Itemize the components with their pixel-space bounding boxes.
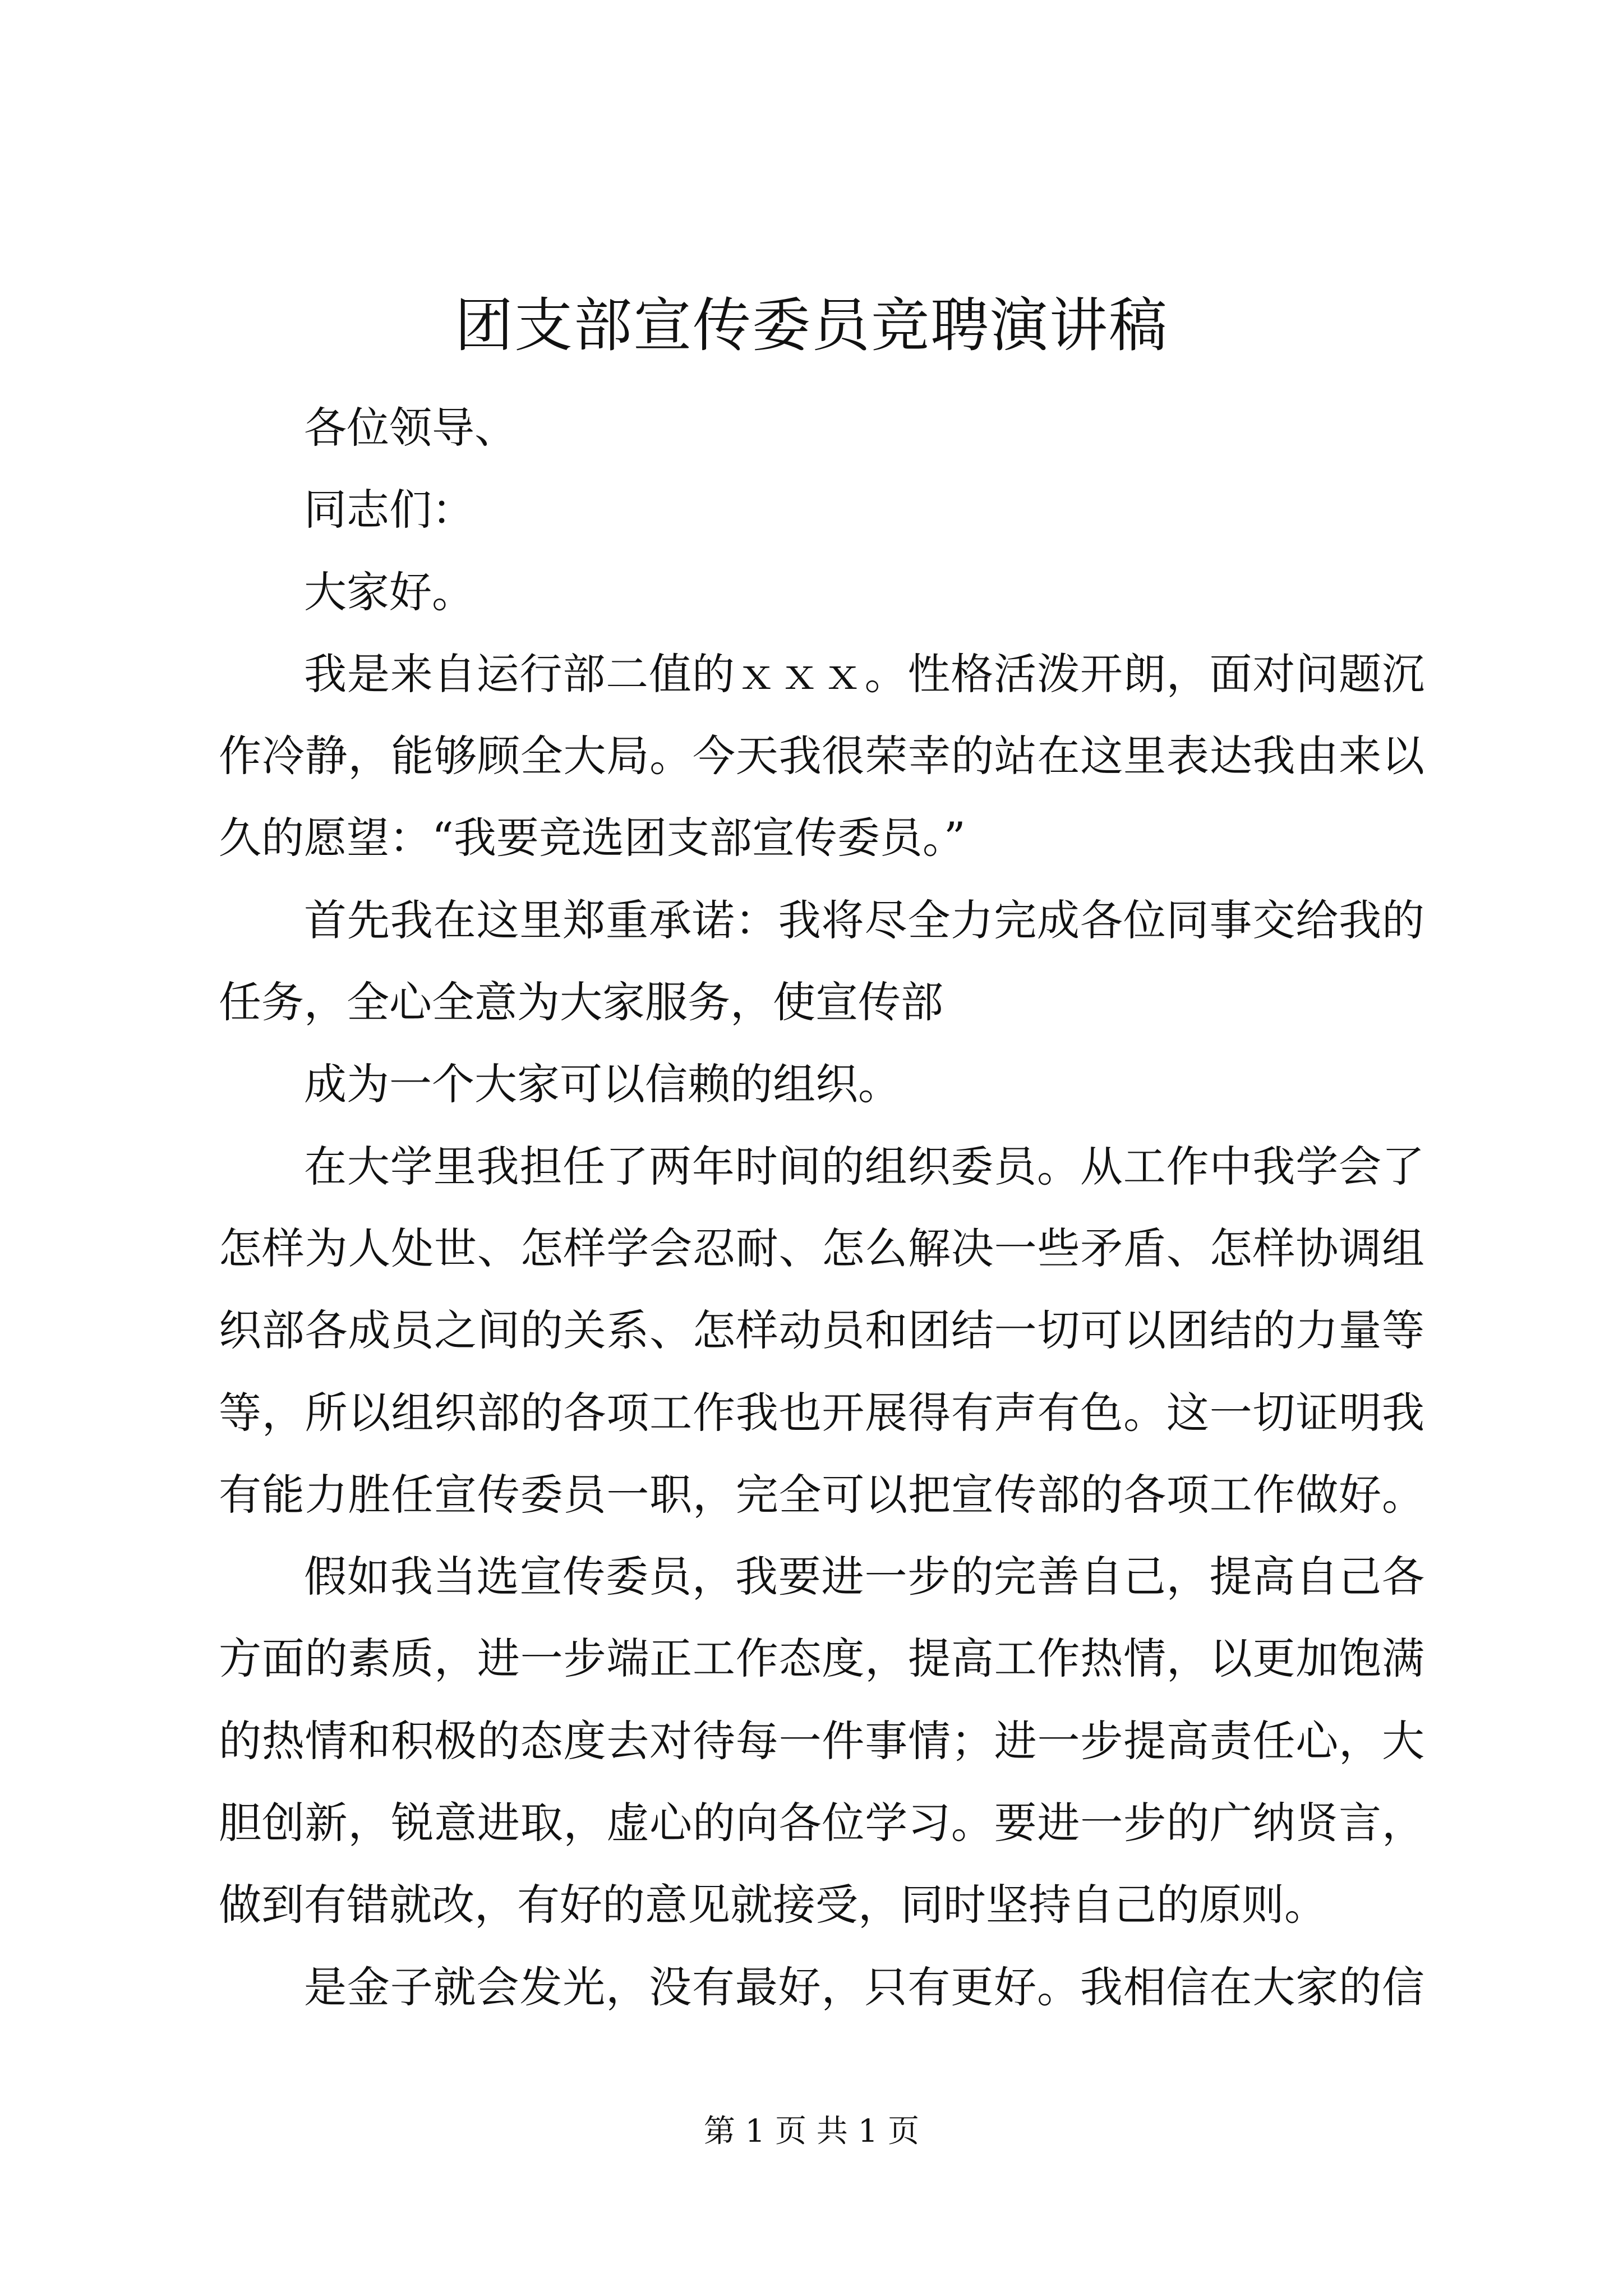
text-line-16: 方面的素质，进一步端正工作态度，提高工作热情，以更加饱满 [219, 1634, 1424, 1684]
text-line-6: 久的愿望：“我要竞选团支部宣传委员。” [219, 813, 966, 863]
text-line-7: 首先我在这里郑重承诺：我将尽全力完成各位同事交给我的 [304, 895, 1424, 945]
text-line-14: 有能力胜任宣传委员一职，完全可以把宣传部的各项工作做好。 [219, 1469, 1424, 1520]
text-line-1: 各位领导、 [304, 403, 517, 453]
document-title: 团支部宣传委员竞聘演讲稿 [454, 291, 1168, 360]
text-line-8: 任务，全心全意为大家服务，使宣传部 [219, 977, 943, 1028]
text-line-20: 是金子就会发光，没有最好，只有更好。我相信在大家的信 [304, 1962, 1424, 2012]
text-line-10: 在大学里我担任了两年时间的组织委员。从工作中我学会了 [304, 1141, 1424, 1191]
text-line-11: 怎样为人处世、怎样学会忍耐、怎么解决一些矛盾、怎样协调组 [219, 1223, 1424, 1273]
text-line-9: 成为一个大家可以信赖的组织。 [304, 1059, 901, 1110]
text-line-13: 等，所以组织部的各项工作我也开展得有声有色。这一切证明我 [219, 1387, 1424, 1438]
text-line-17: 的热情和积极的态度去对待每一件事情；进一步提高责任心，大 [219, 1715, 1424, 1766]
text-line-19: 做到有错就改，有好的意见就接受，同时坚持自己的原则。 [219, 1880, 1327, 1930]
document-body [219, 387, 1424, 2028]
text-line-18: 胆创新，锐意进取，虚心的向各位学习。要进一步的广纳贤言， [219, 1798, 1424, 1848]
text-line-2: 同志们： [304, 485, 474, 535]
text-line-3: 大家好。 [304, 567, 474, 617]
text-line-5: 作冷静，能够顾全大局。今天我很荣幸的站在这里表达我由来以 [219, 731, 1424, 781]
text-line-4: 我是来自运行部二值的ｘｘｘ。性格活泼开朗，面对问题沉 [304, 648, 1424, 699]
page-footer: 第 1 页 共 1 页 [703, 2113, 920, 2150]
text-line-15: 假如我当选宣传委员，我要进一步的完善自己，提高自己各 [304, 1552, 1424, 1602]
text-line-12: 织部各成员之间的关系、怎样动员和团结一切可以团结的力量等 [219, 1305, 1424, 1356]
